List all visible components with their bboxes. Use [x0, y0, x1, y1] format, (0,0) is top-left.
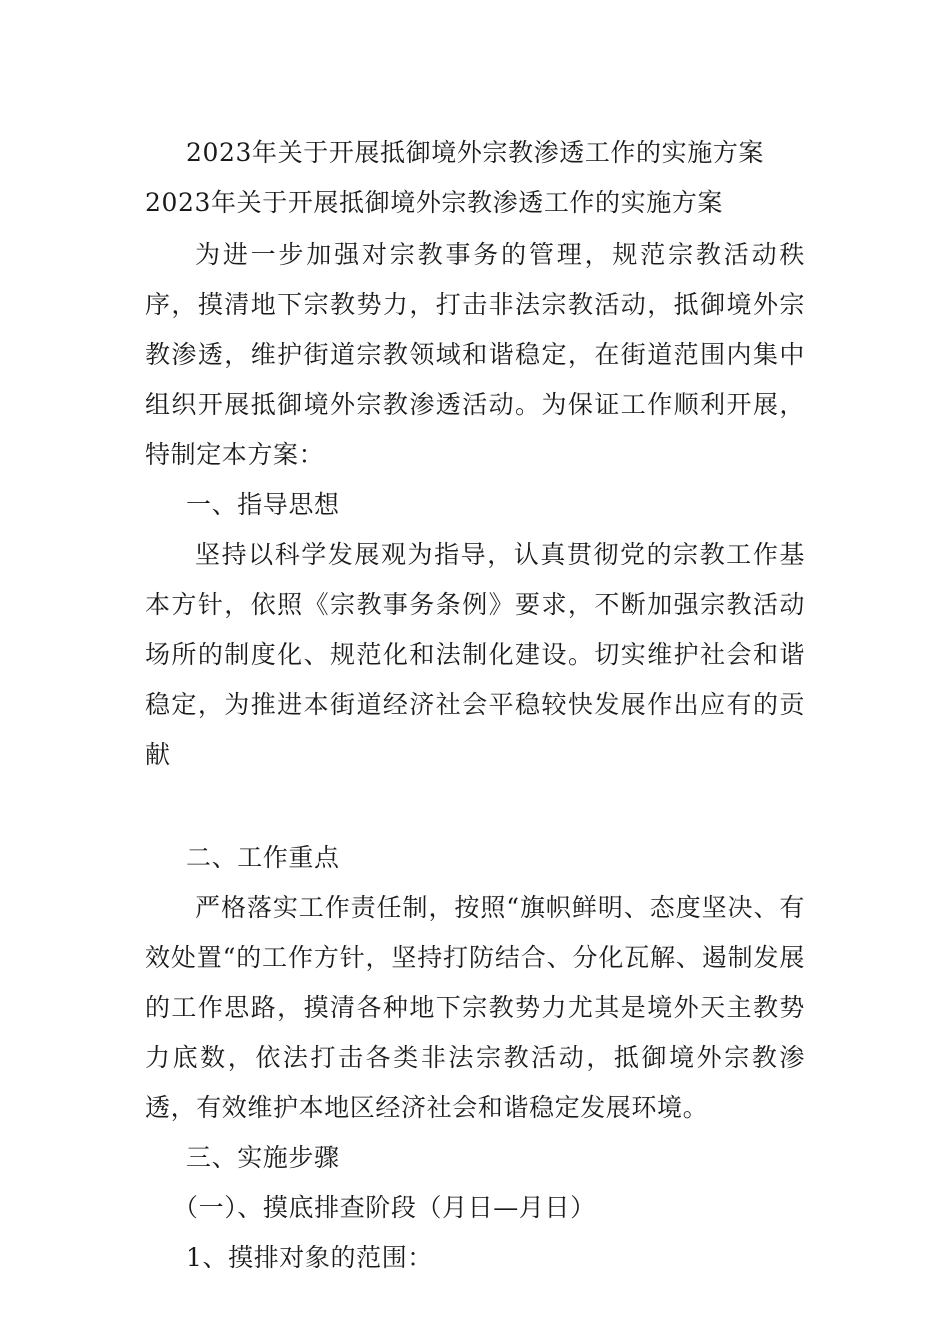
section-heading-implementation-steps: 三、实施步骤: [186, 1143, 340, 1172]
paragraph-spacer: [145, 780, 805, 833]
section-heading-guiding-ideology: 一、指导思想: [186, 490, 340, 519]
subsection-heading-survey-stage: （一）、摸底排查阶段（月日—月日）: [173, 1193, 596, 1222]
document-title-line-1: 2023年关于开展抵御境外宗教渗透工作的实施方案: [186, 138, 765, 167]
list-item-survey-scope: 1、摸排对象的范围：: [186, 1243, 433, 1272]
document-title-line-2: 2023年关于开展抵御境外宗教渗透工作的实施方案: [145, 188, 724, 217]
section-body-guiding-ideology: 坚持以科学发展观为指导，认真贯彻党的宗教工作基本方针，依照《宗教事务条例》要求，不断加强宗教活动场所的制度化、规范化和法制化建设。切实维护社会和谐稳定，为推进本街道经济社会平稳较快发展作出应有的贡献: [145, 540, 805, 769]
intro-paragraph: 为进一步加强对宗教事务的管理，规范宗教活动秩序，摸清地下宗教势力，打击非法宗教活动，抵御境外宗教渗透，维护街道宗教领域和谐稳定，在街道范围内集中组织开展抵御境外宗教渗透活动。为保证工作顺利开展，特制定本方案：: [145, 240, 805, 469]
section-heading-work-focus: 二、工作重点: [186, 843, 340, 872]
document-page: [145, 128, 805, 1283]
section-body-work-focus: 严格落实工作责任制，按照“旗帜鲜明、态度坚决、有效处置“的工作方针，坚持打防结合、分化瓦解、遏制发展的工作思路，摸清各种地下宗教势力尤其是境外天主教势力底数，依法打击各类非法宗教活动，抵御境外宗教渗透，有效维护本地区经济社会和谐稳定发展环境。: [145, 893, 805, 1122]
